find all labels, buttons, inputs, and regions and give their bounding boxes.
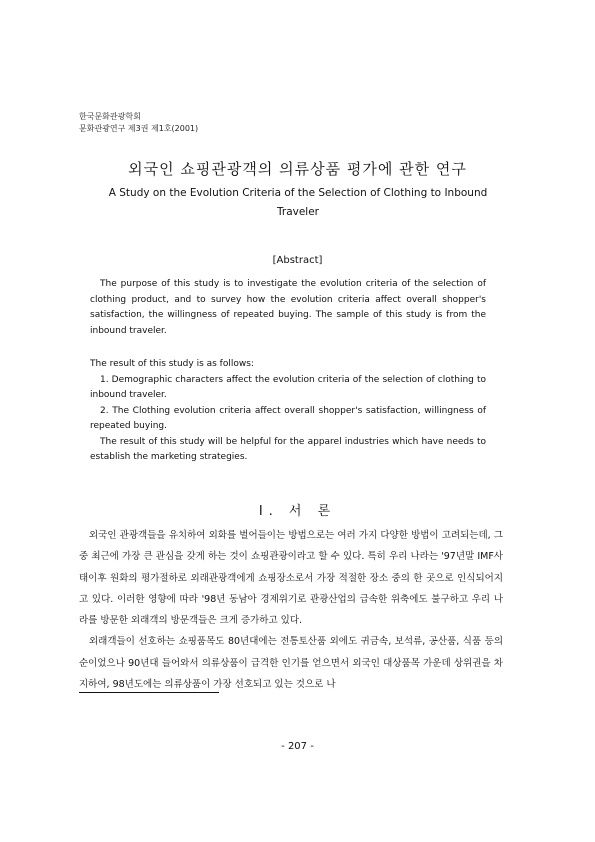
abstract-purpose: The purpose of this study is to investigate the evolution criteria of the selection of clothing product, and to survey how the evolution criteria affect overall shopper's satisfaction, the willingness of repeated buying. The sample of this study is from the inbound traveler. <box>90 279 486 336</box>
korean-title: 외국인 쇼핑관광객의 의류상품 평가에 관한 연구 <box>128 160 467 178</box>
body-paragraph-1: 외국인 관광객들을 유치하여 외화를 벌어들이는 방법으로는 여러 가지 다양한 방법이 고려되는데, 그 중 최근에 가장 큰 관심을 갖게 하는 것이 쇼핑관광이라고 할 수 있다. 특히 우리 나라는 '97년말 IMF사태이후 원화의 평가절하로 외래관광객에게 쇼핑장소로서 가장 적절한 장소 중의 한 곳으로 인식되어지고 있다. 이러한 영향에 따라 '98년 동남아 경제위기로 관광산업의 급속한 위축에도 불구하고 우리 나라를 방문한 외래객의 방문객들은 크게 증가하고 있다. <box>79 530 503 627</box>
english-title: A Study on the Evolution Criteria of the Selection of Clothing to Inbound Traveler <box>108 187 488 218</box>
body-paragraph-2: 외래객들이 선호하는 쇼핑품목도 80년대에는 전통토산품 외에도 귀금속, 보석류, 공산품, 식품 등의 순이었으나 90년대 들어와서 의류상품이 급격한 인기를 얻으면서 외국인 대상품목 가운데 상위권을 차지하여, 98년도에는 의류상품이 가장 선호되고 있는 것으로 나 <box>79 636 503 691</box>
abstract-conclusion: The result of this study will be helpful for the apparel industries which have needs to establish the marketing strategies. <box>90 436 486 462</box>
body-text <box>79 525 503 695</box>
abstract-result-item-1: 1. Demographic characters affect the evolution criteria of the selection of clothing to inbound traveler. <box>90 374 486 400</box>
society-name: 한국문화관광학회 <box>79 112 141 121</box>
abstract-results-intro: The result of this study is as follows: <box>90 359 254 369</box>
page-number: - 207 - <box>281 741 314 752</box>
abstract-results <box>90 357 486 466</box>
abstract-paragraph-1 <box>90 277 486 339</box>
journal-header <box>79 111 198 135</box>
abstract-result-item-2: 2. The Clothing evolution criteria affect overall shopper's satisfaction, willingness of repeated buying. <box>90 405 486 431</box>
section-heading-introduction: Ⅰ. 서 론 <box>258 504 337 519</box>
footnote-rule <box>79 692 219 693</box>
journal-info: 문화관광연구 제3권 제1호(2001) <box>79 124 199 133</box>
abstract-heading: [Abstract] <box>272 255 323 266</box>
